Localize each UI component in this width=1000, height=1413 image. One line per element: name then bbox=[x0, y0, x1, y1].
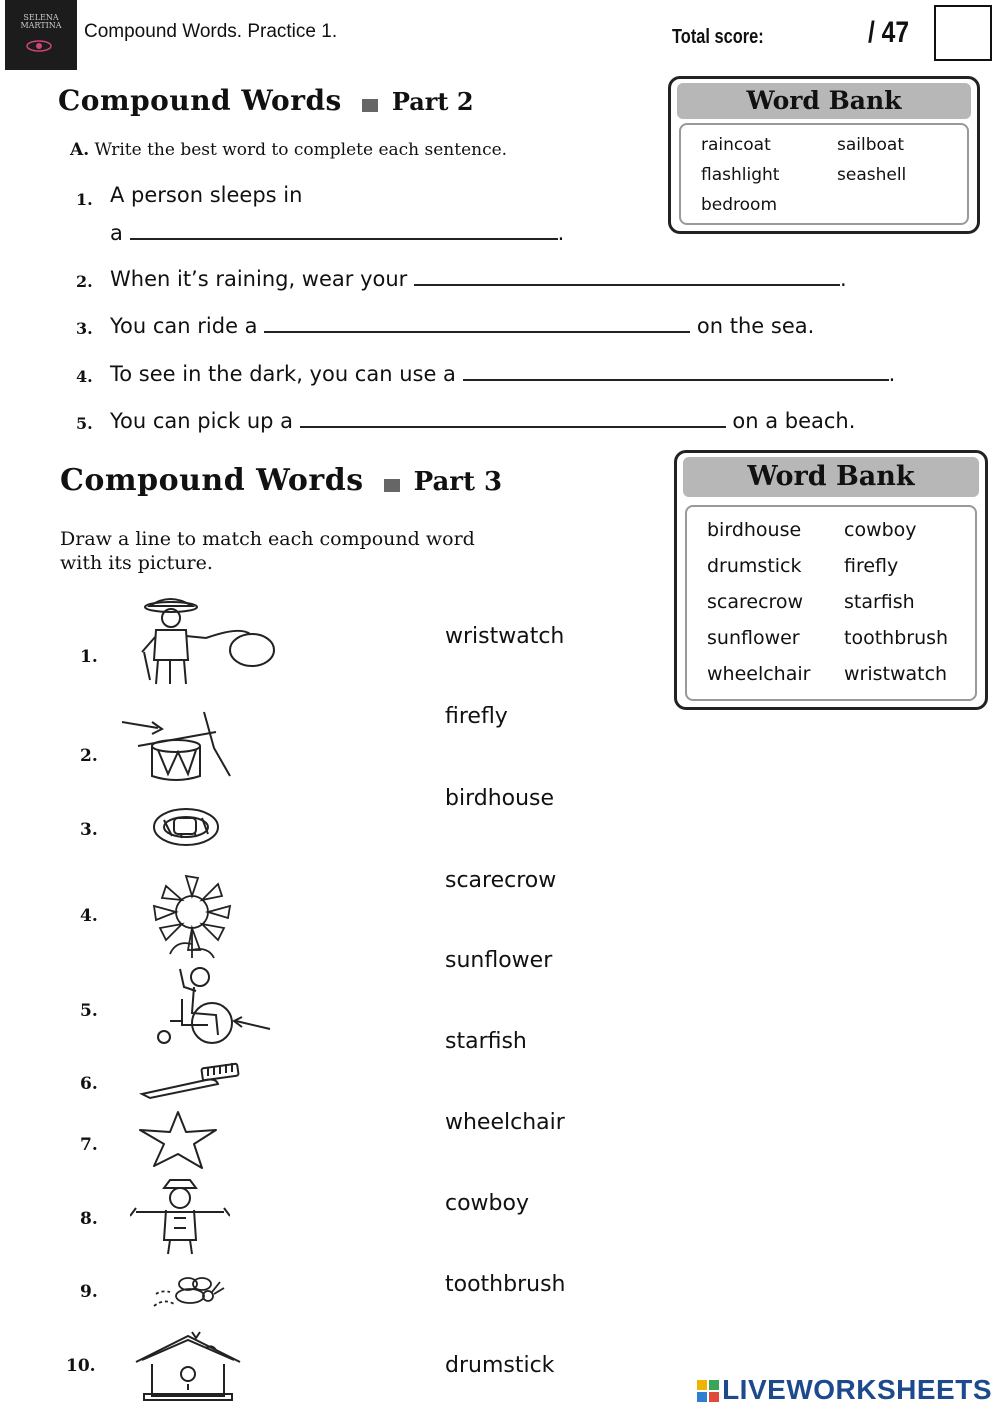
bank-word: raincoat bbox=[701, 135, 771, 155]
word-bank-part2 bbox=[668, 76, 980, 234]
sentence-1-article: a bbox=[110, 221, 123, 245]
document-title: Compound Words. Practice 1. bbox=[84, 21, 338, 42]
word-bank-title: Word Bank bbox=[677, 83, 971, 119]
match-number: 2. bbox=[80, 746, 98, 766]
brand-text: LIVEWORKSHEETS bbox=[722, 1374, 992, 1405]
word-bank-part3 bbox=[674, 450, 988, 710]
score-input-box[interactable] bbox=[934, 5, 992, 61]
match-number: 8. bbox=[80, 1209, 98, 1229]
bank-word: sunflower bbox=[707, 627, 800, 649]
sentence-3 bbox=[110, 313, 814, 338]
item-number: 4. bbox=[76, 367, 93, 386]
match-word[interactable]: cowboy bbox=[445, 1191, 529, 1216]
sentence-1-line2 bbox=[110, 220, 564, 245]
sentence-5 bbox=[110, 408, 855, 433]
answer-blank-5[interactable] bbox=[300, 408, 726, 428]
part2-title: Compound Words bbox=[58, 84, 342, 117]
item-number: 3. bbox=[76, 319, 93, 338]
part3-label: Part 3 bbox=[413, 467, 503, 497]
scarecrow-picture[interactable] bbox=[130, 1178, 230, 1258]
liveworksheets-icon bbox=[697, 1380, 719, 1402]
score-max: / 47 bbox=[868, 16, 910, 49]
instruction-line-2: with its picture. bbox=[60, 552, 213, 574]
cowboy-picture[interactable] bbox=[130, 590, 280, 690]
sentence-4-text: To see in the dark, you can use a bbox=[110, 362, 456, 386]
answer-blank-4[interactable] bbox=[463, 361, 889, 381]
bank-word: wheelchair bbox=[707, 663, 811, 685]
logo-text: SELENA MARTINA bbox=[20, 13, 62, 30]
match-word[interactable]: sunflower bbox=[445, 948, 553, 973]
bank-word: drumstick bbox=[707, 555, 802, 577]
instruction-line-1: Draw a line to match each compound word bbox=[60, 528, 475, 550]
bank-word: birdhouse bbox=[707, 519, 802, 541]
sentence-2 bbox=[110, 266, 847, 291]
bank-word: sailboat bbox=[837, 135, 904, 155]
sentence-5-text: You can pick up a bbox=[110, 409, 294, 433]
instruction-text: Write the best word to complete each sentence. bbox=[94, 140, 508, 160]
item-number: 5. bbox=[76, 414, 93, 433]
drumstick-picture[interactable] bbox=[118, 708, 248, 783]
sunflower-picture[interactable] bbox=[142, 870, 238, 960]
match-word[interactable]: drumstick bbox=[445, 1353, 555, 1378]
heading-square-icon bbox=[384, 479, 400, 492]
part2-heading bbox=[58, 84, 474, 117]
match-number: 7. bbox=[80, 1135, 98, 1155]
match-number: 9. bbox=[80, 1282, 98, 1302]
item-number: 1. bbox=[76, 190, 93, 209]
liveworksheets-brand[interactable] bbox=[697, 1374, 992, 1406]
sentence-2-text: When it’s raining, wear your bbox=[110, 267, 408, 291]
sentence-5-end: on a beach. bbox=[732, 409, 856, 433]
sentence-1-end: . bbox=[557, 221, 565, 245]
match-word[interactable]: birdhouse bbox=[445, 786, 555, 811]
total-score-label: Total score: bbox=[672, 26, 764, 48]
match-word[interactable]: scarecrow bbox=[445, 868, 557, 893]
heading-square-icon bbox=[362, 99, 378, 112]
bank-word: firefly bbox=[844, 555, 899, 577]
match-number: 5. bbox=[80, 1001, 98, 1021]
bank-word: wristwatch bbox=[844, 663, 948, 685]
part3-title: Compound Words bbox=[60, 463, 364, 498]
site-logo bbox=[5, 0, 77, 70]
match-number: 1. bbox=[80, 647, 98, 667]
eye-logo-icon bbox=[5, 0, 77, 70]
match-word[interactable]: wheelchair bbox=[445, 1110, 565, 1135]
instruction-letter: A. bbox=[70, 140, 90, 160]
part3-heading bbox=[60, 463, 502, 498]
wristwatch-picture[interactable] bbox=[148, 800, 228, 852]
match-number: 4. bbox=[80, 906, 98, 926]
word-bank-title: Word Bank bbox=[683, 457, 979, 497]
sentence-4 bbox=[110, 361, 895, 386]
part2-instruction bbox=[70, 140, 507, 160]
birdhouse-picture[interactable] bbox=[134, 1330, 242, 1402]
part2-label: Part 2 bbox=[391, 87, 474, 116]
bank-word: flashlight bbox=[701, 165, 780, 185]
sentence-2-end: . bbox=[840, 267, 847, 291]
match-number: 10. bbox=[66, 1356, 96, 1376]
sentence-4-end: . bbox=[888, 362, 896, 386]
wheelchair-picture[interactable] bbox=[142, 965, 277, 1050]
bank-word: scarecrow bbox=[707, 591, 804, 613]
bank-word: cowboy bbox=[844, 519, 917, 541]
bank-word: starfish bbox=[844, 591, 915, 613]
bank-word: toothbrush bbox=[844, 627, 949, 649]
bank-word: bedroom bbox=[701, 195, 778, 215]
match-word[interactable]: toothbrush bbox=[445, 1272, 566, 1297]
word-bank-list bbox=[685, 505, 977, 701]
match-number: 3. bbox=[80, 820, 98, 840]
sentence-3-text: You can ride a bbox=[110, 314, 258, 338]
match-word[interactable]: firefly bbox=[445, 704, 508, 729]
answer-blank-1[interactable] bbox=[130, 220, 558, 240]
starfish-picture[interactable] bbox=[136, 1108, 221, 1170]
part3-instruction bbox=[60, 527, 475, 575]
sentence-3-end: on the sea. bbox=[696, 314, 815, 338]
word-bank-list bbox=[679, 123, 969, 225]
sentence-1-text: A person sleeps in bbox=[110, 183, 303, 207]
answer-blank-2[interactable] bbox=[414, 266, 840, 286]
match-word[interactable]: starfish bbox=[445, 1029, 527, 1054]
answer-blank-3[interactable] bbox=[264, 313, 690, 333]
match-word[interactable]: wristwatch bbox=[445, 624, 565, 649]
match-number: 6. bbox=[80, 1074, 98, 1094]
firefly-picture[interactable] bbox=[150, 1270, 226, 1314]
toothbrush-picture[interactable] bbox=[138, 1060, 244, 1100]
bank-word: seashell bbox=[837, 165, 907, 185]
item-number: 2. bbox=[76, 272, 93, 291]
